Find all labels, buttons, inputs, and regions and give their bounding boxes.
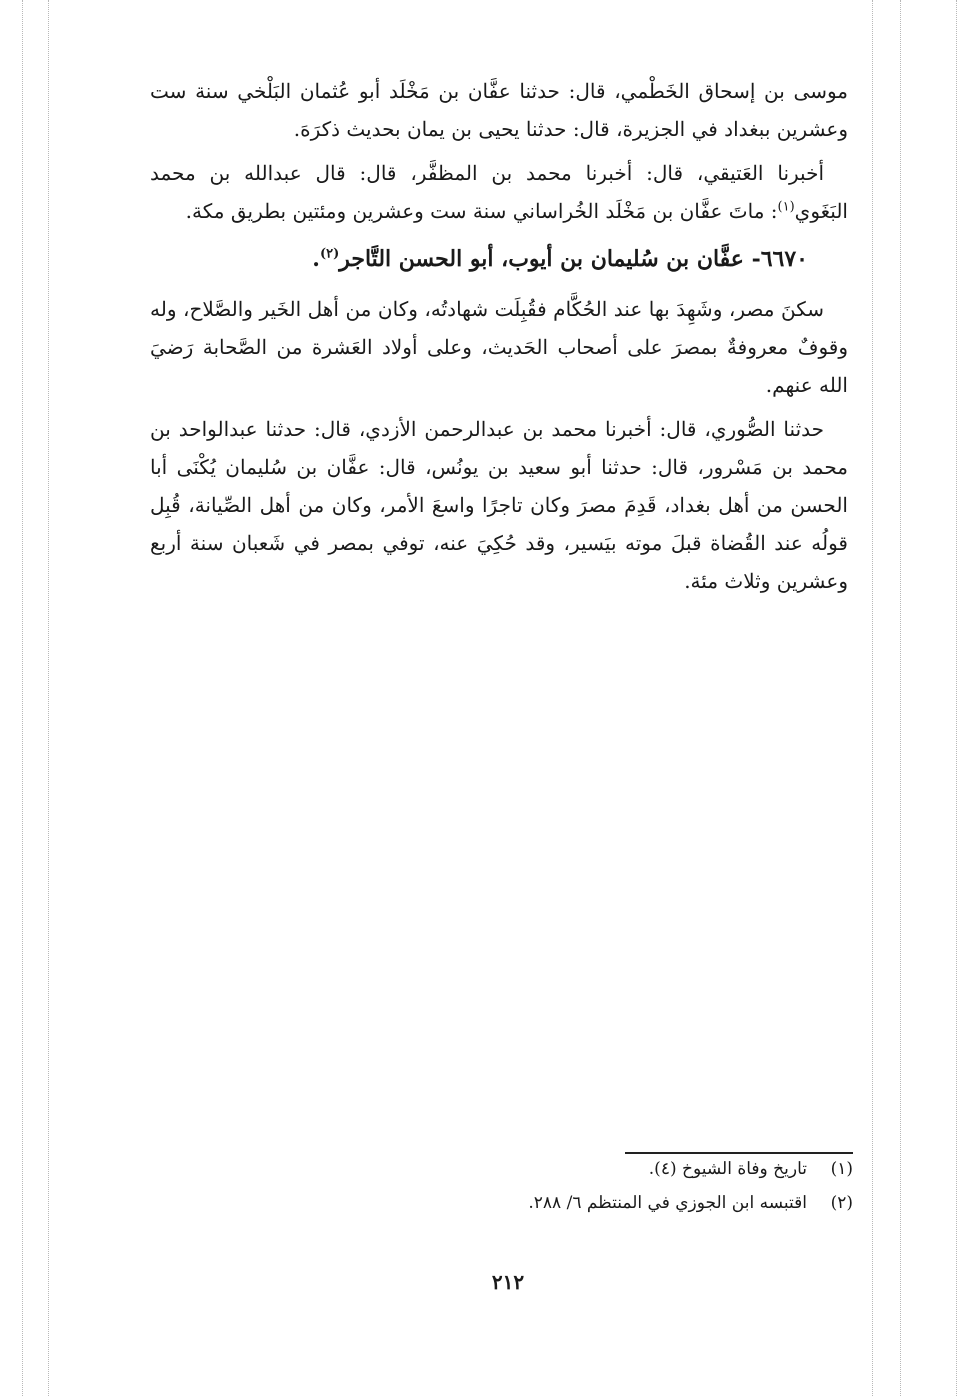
footnote-1-number: (١)	[830, 1159, 853, 1179]
entry-heading-after: .	[312, 246, 320, 272]
paragraph-2-text: أخبرنا العَتيقي، قال: أخبرنا محمد بن المظفَّر، قال: قال عبدالله بن محمد البَغَوي	[150, 161, 848, 223]
paragraph-4-text: حدثنا الصُّوري، قال: أخبرنا محمد بن عبدالرحمن الأزدي، قال: حدثنا عبدالواحد بن محمد بن مَسْرور، قال: حدثنا أبو سعيد بن يونُس، قال: عفَّان بن سُليمان يُكْنَى أبا الحسن من أهل بغداد، قَدِمَ مصرَ وكان تاجرًا واسعَ الأمر، وكان من أهل الصِّيانة، قُبِل قولُه عند القُضاة قبلَ موته بيَسير، وقد حُكِيَ عنه، توفي بمصر في شَعبان سنة أربع وعشرين وثلاث مئة.	[150, 417, 848, 593]
paragraph-1-text: موسى بن إسحاق الخَطْمي، قال: حدثنا عفَّان بن مَخْلَد أبو عُثمان البَلْخي سنة ست وعشرين ببغداد في الجزيرة، قال: حدثنا يحيى بن يمان بحديث ذكرَهَ.	[150, 79, 848, 141]
paragraph-4	[150, 410, 848, 600]
footnote-2-text: اقتبسه ابن الجوزي في المنتظم ٦/ ٢٨٨.	[528, 1193, 807, 1213]
paragraph-3-text: سكنَ مصر، وشَهِدَ بها عند الحُكَّام فقُبِلَت شهادتُه، وكان من أهل الخَير والصَّلاح، وله وقوفٌ معروفةٌ بمصرَ على أصحاب الحَديث، وعلى أولاد العَشرة من الصَّحابة رَضيَ الله عنهم.	[150, 297, 848, 397]
footnote-1	[353, 1152, 853, 1186]
paragraph-2	[150, 154, 848, 230]
footnotes	[353, 1152, 853, 1220]
scan-edge-dots	[956, 0, 957, 1396]
page-number: ٢١٢	[491, 1270, 525, 1294]
scan-edge-dots	[22, 0, 23, 1396]
scan-edge-dots	[900, 0, 901, 1396]
footnote-1-text: تاريخ وفاة الشيوخ (٤).	[648, 1159, 807, 1179]
paragraph-1	[150, 72, 848, 148]
entry-heading-text: ٦٦٧٠- عفَّان بن سُليمان بن أيوب، أبو الحسن التَّاجر	[339, 246, 808, 272]
footnote-2-number: (٢)	[830, 1193, 853, 1213]
page-body	[150, 72, 848, 606]
entry-heading	[150, 236, 848, 282]
scan-edge-dots	[48, 0, 49, 1396]
footnote-ref-2: (٢)	[319, 246, 340, 262]
paragraph-2-text-after: : ماتَ عفَّان بن مَخْلَد الخُراساني سنة ست وعشرين ومئتين بطريق مكة.	[185, 199, 778, 223]
footnote-2	[353, 1186, 853, 1220]
footnote-ref-1: (١)	[777, 199, 795, 215]
scan-edge-dots	[872, 0, 873, 1396]
paragraph-3	[150, 290, 848, 404]
